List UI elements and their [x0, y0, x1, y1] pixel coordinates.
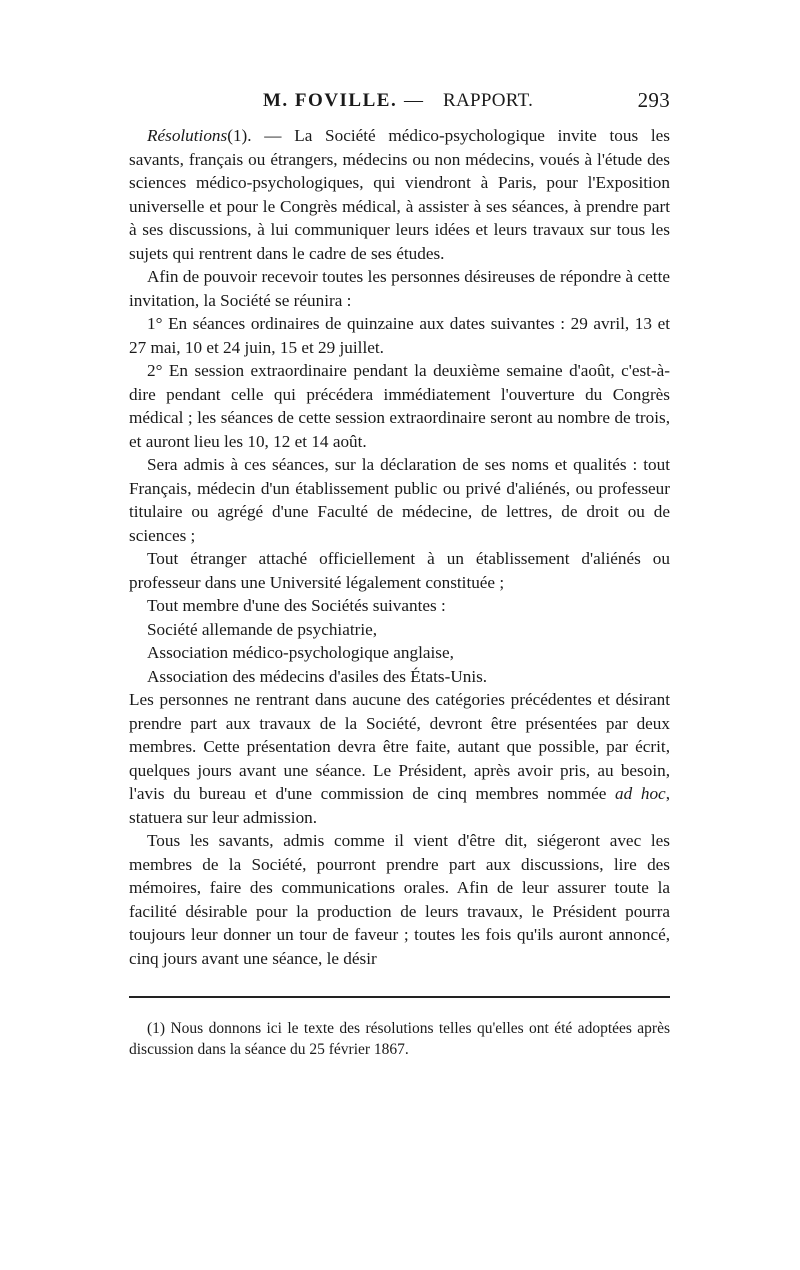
paragraph-text: (1). — La Société médico-psychologique invite tous les savants, français ou étrangers, médecins ou non médecins, voués à l'étude des sciences médico-psychologiques, qui viendront à Paris, pour l'Exposition universelle et pour le Congrès médical, à assister à ses séances, à prendre part à ses discussions, à lui communiquer leurs idées et leurs travaux sur tous les sujets qui rentrent dans le cadre de ses études.	[129, 126, 670, 263]
society-item: Société allemande de psychiatrie,	[147, 619, 378, 639]
header-section: RAPPORT.	[443, 90, 534, 111]
society-item: Association des médecins d'asiles des États-Unis.	[147, 666, 488, 686]
paragraph-other-persons	[129, 688, 670, 829]
page	[129, 88, 670, 1060]
resolutions-heading: Résolutions	[147, 126, 228, 145]
paragraph-invitation: Afin de pouvoir recevoir toutes les personnes désireuses de répondre à cette invitation, la Société se réunira :	[129, 267, 670, 310]
paragraph-resolutions	[129, 124, 670, 265]
footnote-rule	[129, 996, 670, 998]
header-author: M. FOVILLE.	[263, 90, 398, 111]
paragraph-ordinary-sessions: 1° En séances ordinaires de quinzaine aux dates suivantes : 29 avril, 13 et 27 mai, 10 et 24 juin, 15 et 29 juillet.	[129, 314, 670, 357]
footnote	[129, 1018, 670, 1060]
paragraph-text: , statuera sur leur admission.	[129, 784, 670, 827]
ad-hoc-italic: ad hoc	[615, 784, 666, 803]
paragraph-extraordinary-session: 2° En session extraordinaire pendant la deuxième semaine d'août, c'est-à-dire pendant celle qui précédera immédiatement l'ouverture du Congrès médical ; les séances de cette session extraordinaire seront au nombre de trois, et auront lieu les 10, 12 et 14 août.	[129, 361, 670, 451]
paragraph-admission: Sera admis à ces séances, sur la déclaration de ses noms et qualités : tout Français, médecin d'un établissement public ou privé d'aliénés, ou professeur titulaire ou agrégé d'une Faculté de médecine, de lettres, de droit ou de sciences ;	[129, 455, 670, 545]
paragraph-text: Les personnes ne rentrant dans aucune des catégories précédentes et désirant prendre part aux travaux de la Société, devront être présentées par deux membres. Cette présentation devra être faite, autant que possible, par écrit, quelques jours avant une séance. Le Président, après avoir pris, au besoin, l'avis du bureau et d'une commission de cinq membres nommée	[129, 690, 670, 803]
page-number: 293	[637, 88, 670, 112]
footnote-text: (1) Nous donnons ici le texte des résolutions telles qu'elles ont été adoptées après discussion dans la séance du 25 février 1867.	[129, 1020, 670, 1058]
header-dash: —	[404, 90, 424, 111]
paragraph-savants: Tous les savants, admis comme il vient d'être dit, siégeront avec les membres de la Société, pourront prendre part aux discussions, lire des mémoires, faire des communications orales. Afin de leur assurer toute la facilité désirable pour la production de leurs travaux, le Président pourra toujours leur donner un tour de faveur ; toutes les fois qu'ils auront annoncé, cinq jours avant une séance, le désir	[129, 831, 670, 968]
running-header	[129, 88, 670, 118]
paragraph-foreigners: Tout étranger attaché officiellement à un établissement d'aliénés ou professeur dans une Université légalement constituée ;	[129, 549, 670, 592]
society-item: Association médico-psychologique anglaise,	[147, 643, 454, 662]
paragraph-societies-intro: Tout membre d'une des Sociétés suivantes :	[147, 596, 446, 615]
body-text	[129, 124, 670, 970]
